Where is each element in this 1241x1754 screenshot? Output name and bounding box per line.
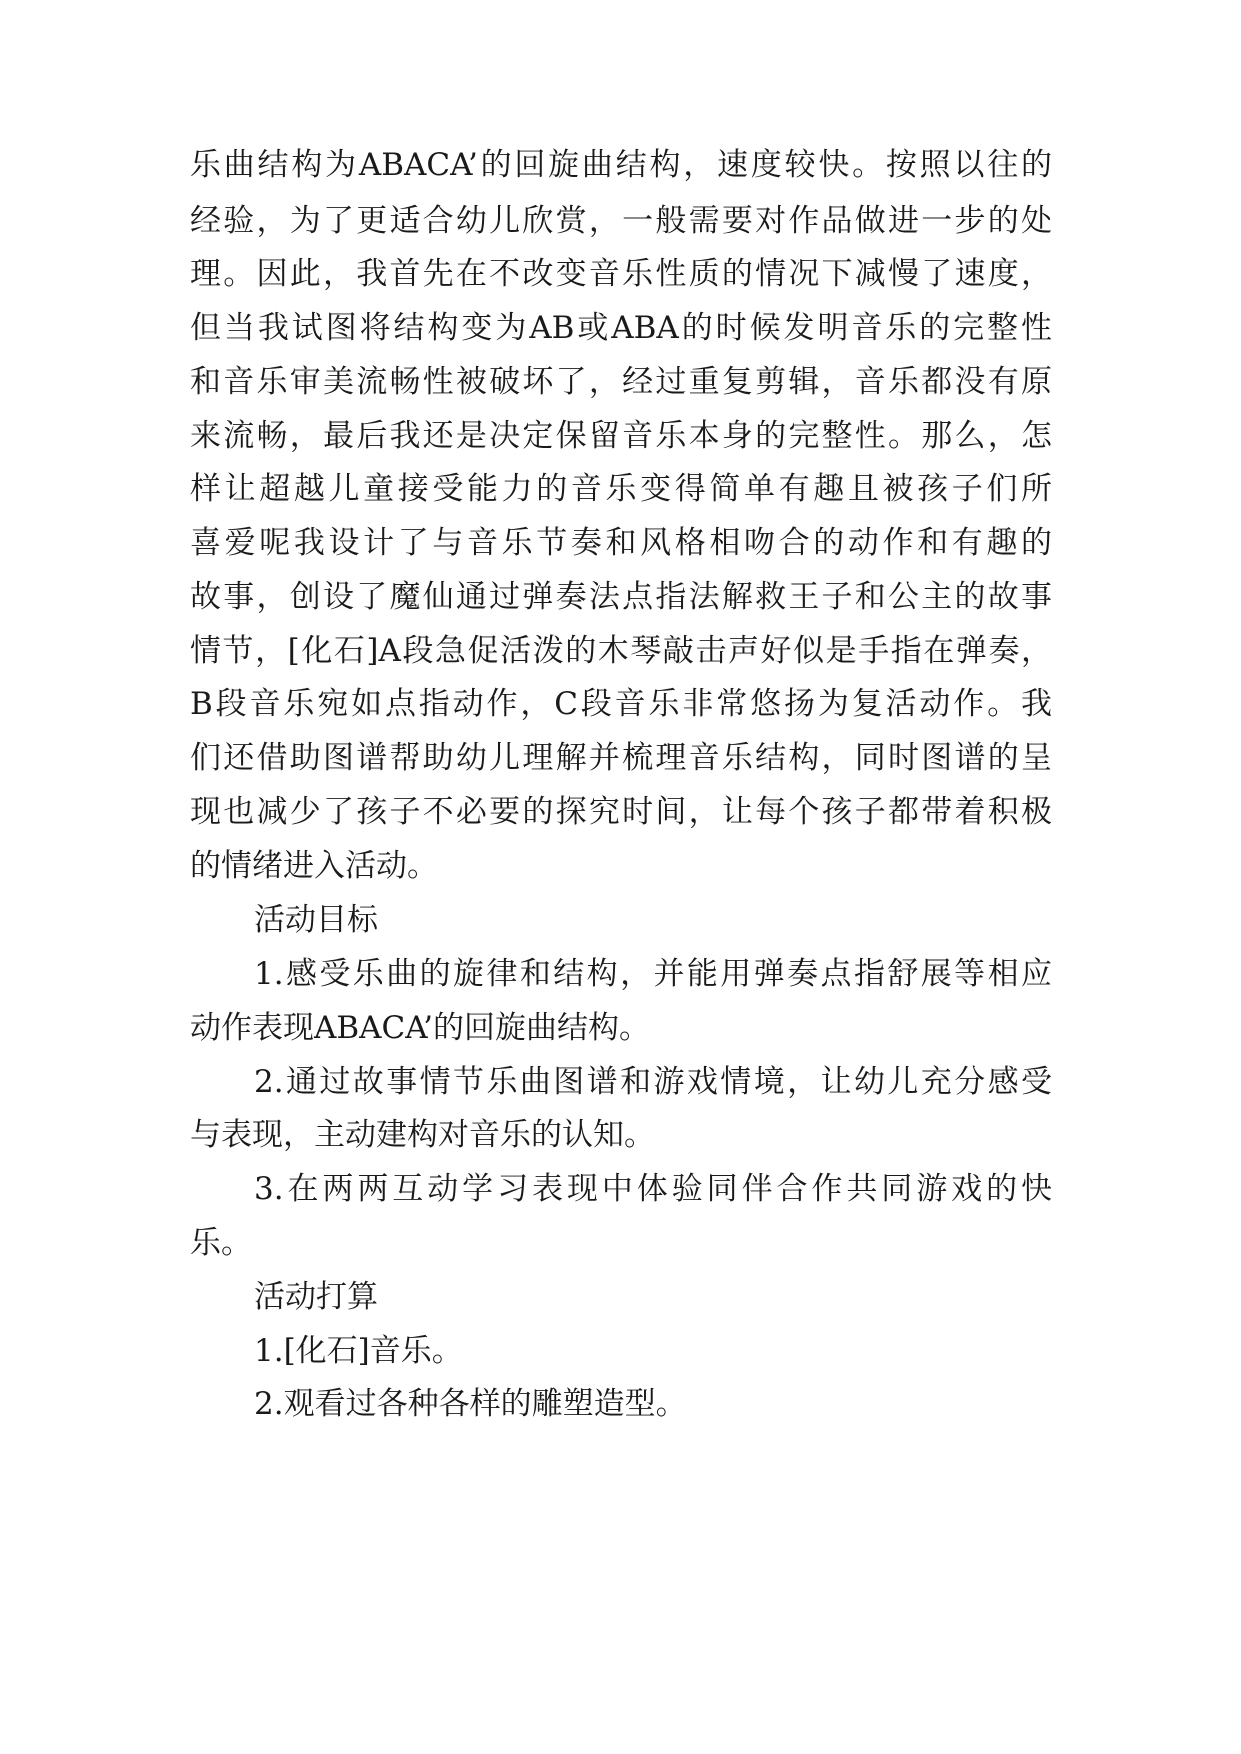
prep-item-1: 1.[化石]音乐。	[254, 1333, 463, 1369]
text-line: 喜爱呢我设计了与音乐节奏和风格相吻合的动作和有趣的	[190, 525, 1052, 561]
goal-item-3-line-1: 3.在两两互动学习表现中体验同伴合作共同游戏的快	[254, 1171, 1052, 1207]
prep-item-2: 2.观看过各种各样的雕塑造型。	[254, 1386, 687, 1422]
section-heading-prep: 活动打算	[254, 1279, 378, 1315]
goal-item-1-line-2: 动作表现ABACA’的回旋曲结构。	[190, 1010, 650, 1046]
text-line: 情节，[化石]A段急促活泼的木琴敲击声好似是手指在弹奏，	[190, 633, 1052, 669]
text-line: 但当我试图将结构变为AB或ABA的时候发明音乐的完整性	[190, 310, 1052, 346]
text-line: 们还借助图谱帮助幼儿理解并梳理音乐结构，同时图谱的呈	[190, 740, 1052, 776]
goal-item-3-line-2: 乐。	[190, 1225, 252, 1261]
goal-item-1-line-1: 1.感受乐曲的旋律和结构，并能用弹奏点指舒展等相应	[254, 956, 1052, 992]
text-line: 和音乐审美流畅性被破坏了，经过重复剪辑，音乐都没有原	[190, 364, 1052, 400]
text-line: 乐曲结构为ABACA’的回旋曲结构，速度较快。按照以往的	[190, 147, 1052, 183]
text-line: 故事，创设了魔仙通过弹奏法点指法解救王子和公主的故事	[190, 579, 1052, 615]
text-line: 理。因此，我首先在不改变音乐性质的情况下减慢了速度，	[190, 256, 1052, 292]
text-line: 的情绪进入活动。	[190, 848, 438, 884]
text-line: 来流畅，最后我还是决定保留音乐本身的完整性。那么，怎	[190, 418, 1052, 454]
goal-item-2-line-2: 与表现，主动建构对音乐的认知。	[190, 1117, 655, 1153]
text-line: B段音乐宛如点指动作，C段音乐非常悠扬为复活动作。我	[190, 686, 1052, 722]
section-heading-goals: 活动目标	[254, 902, 378, 938]
text-line: 现也减少了孩子不必要的探究时间，让每个孩子都带着积极	[190, 794, 1052, 830]
text-line: 经验，为了更适合幼儿欣赏，一般需要对作品做进一步的处	[190, 203, 1052, 239]
goal-item-2-line-1: 2.通过故事情节乐曲图谱和游戏情境，让幼儿充分感受	[254, 1064, 1052, 1100]
text-line: 样让超越儿童接受能力的音乐变得简单有趣且被孩子们所	[190, 471, 1052, 507]
